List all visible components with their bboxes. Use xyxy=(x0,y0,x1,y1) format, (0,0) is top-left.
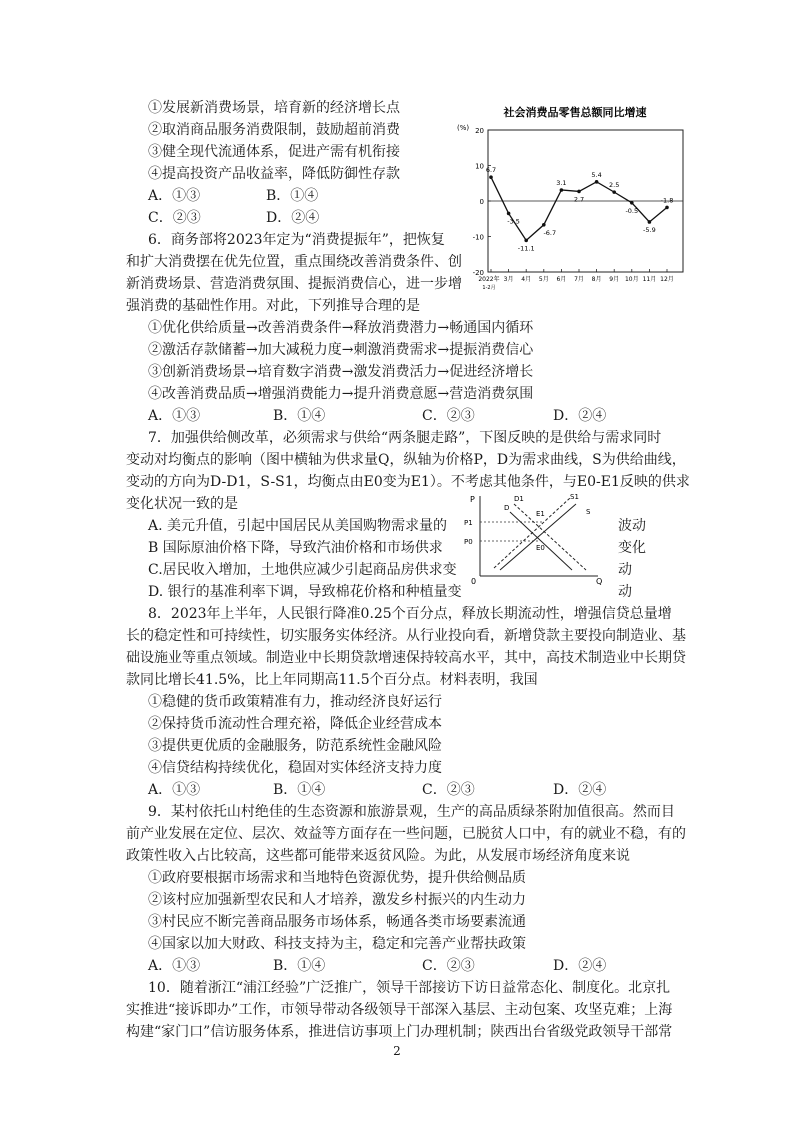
q9-option-d: D．②④ xyxy=(553,958,607,974)
sd-demand-curve-d1 xyxy=(514,504,586,570)
chart-ytick-label: -10 xyxy=(472,233,484,242)
chart-data-label: -3.5 xyxy=(507,217,520,226)
q6-stem-line-3: 新消费场景、营造消费氛围、提振消费信心，进一步增 xyxy=(126,276,462,292)
chart-data-point xyxy=(595,180,599,184)
q8-item-2: ②保持货币流动性合理充裕，降低企业经营成本 xyxy=(148,716,442,732)
q9-item-4: ④国家以加大财政、科技支持为主，稳定和完善产业帮扶政策 xyxy=(148,936,526,952)
chart-data-label: 6.7 xyxy=(485,166,497,175)
chart-data-point xyxy=(665,206,669,210)
chart-xtick-label: 3月 xyxy=(503,276,514,283)
q8-option-c: C．②③ xyxy=(422,782,475,798)
retail-sales-growth-chart xyxy=(455,100,695,300)
q7-stem-line-4: 变化状况一致的是 xyxy=(126,496,238,512)
q7-option-c: C.居民收入增加，土地供应减少引起商品房供求变 xyxy=(148,562,457,578)
chart-ytick-label: 10 xyxy=(475,162,484,171)
chart-xtick-label: 8月 xyxy=(591,276,602,283)
sd-label-p1: P1 xyxy=(464,519,473,527)
q7-option-b: B 国际原油价格下降，导致汽油价格和市场供求 xyxy=(148,540,443,556)
q9-option-a: A．①③ xyxy=(148,958,201,974)
chart-xtick-label: 7月 xyxy=(574,276,584,283)
q8-stem-line-2: 长的稳定性和可持续性，切实服务实体经济。从行业投向看，新增贷款主要投向制造业、基 xyxy=(126,628,686,644)
chart-data-point xyxy=(577,190,581,194)
q6-stem-line-4: 强消费的基础性作用。对此，下列推导合理的是 xyxy=(126,298,420,314)
q8-item-3: ③提供更优质的金融服务，防范系统性金融风险 xyxy=(148,738,442,754)
q8-option-b: B．①④ xyxy=(273,782,326,798)
q6-item-2: ②激活存款储蓄→加大减税力度→刺激消费需求→提振消费信心 xyxy=(148,342,534,358)
q5-item-1: ①发展新消费场景，培育新的经济增长点 xyxy=(148,100,400,116)
chart-data-point xyxy=(542,223,546,227)
chart-ytick-label: -20 xyxy=(472,269,484,277)
chart-data-point xyxy=(507,212,511,216)
q5-item-2: ②取消商品服务消费限制，鼓励超前消费 xyxy=(148,122,400,138)
chart-data-label: 2.5 xyxy=(609,181,620,190)
supply-demand-diagram xyxy=(460,490,610,590)
sd-label-e1: E1 xyxy=(536,510,545,518)
chart-data-point xyxy=(612,190,616,194)
q6-option-b: B．①④ xyxy=(273,408,326,424)
chart-data-point xyxy=(648,220,652,224)
chart-title: 社会消费品零售总额同比增速 xyxy=(503,106,647,119)
q8-option-d: D．②④ xyxy=(553,782,607,798)
sd-origin-label: 0 xyxy=(471,577,477,586)
sd-label-s: S xyxy=(586,508,591,516)
q5-item-3: ③健全现代流通体系，促进产需有机衔接 xyxy=(148,144,400,160)
sd-axis-label-p: P xyxy=(470,495,475,504)
chart-series-line xyxy=(491,177,667,240)
chart-data-label: 2.7 xyxy=(573,195,585,204)
q9-stem-line-2: 前产业发展在定位、层次、效益等方面存在一些问题，已脱贫人口中，有的就业不稳，有的 xyxy=(126,826,686,842)
sd-label-s1: S1 xyxy=(570,493,579,501)
q6-option-a: A．①③ xyxy=(148,408,201,424)
q5-item-4: ④提高投资产品收益率，降低防御性存款 xyxy=(148,166,400,182)
chart-ylabel: (%) xyxy=(457,124,470,132)
q7-option-b-end: 变化 xyxy=(618,540,646,556)
q6-option-c: C．②③ xyxy=(422,408,475,424)
chart-ytick-label: 20 xyxy=(475,127,484,135)
chart-xtick-label: 5月 xyxy=(538,276,549,283)
chart-xtick-label: 6月 xyxy=(556,276,567,283)
q7-stem-line-1: 7．加强供给侧改革，必须需求与供给“两条腿走路”，下图反映的是供给与需求同时 xyxy=(148,430,662,446)
q6-stem-line-1: 6．商务部将2023年定为“消费提振年”，把恢复 xyxy=(148,232,445,248)
chart-xtick-label: 12月 xyxy=(660,276,674,283)
q6-item-3: ③创新消费场景→培育数字消费→激发消费活力→促进经济增长 xyxy=(148,364,534,380)
sd-label-d1: D1 xyxy=(514,495,524,503)
chart-data-point xyxy=(560,188,564,192)
q10-stem-line-3: 构建“家门口”信访服务体系，推进信访事项上门办理机制；陕西出台省级党政领导干部常 xyxy=(126,1024,673,1040)
chart-xtick-label: 10月 xyxy=(624,276,639,283)
q7-option-a: A. 美元升值，引起中国居民从美国购物需求量的 xyxy=(148,518,448,534)
q6-stem-line-2: 和扩大消费摆在优先位置，重点围绕改善消费条件、创 xyxy=(126,254,462,270)
chart-data-label: 5.4 xyxy=(591,170,602,179)
sd-label-d: D xyxy=(504,504,510,512)
chart-data-label: -6.7 xyxy=(543,228,557,237)
q6-item-1: ①优化供给质量→改善消费条件→释放消费潜力→畅通国内循环 xyxy=(148,320,534,336)
q6-item-4: ④改善消费品质→增强消费能力→提升消费意愿→营造消费氛围 xyxy=(148,386,534,402)
q9-item-1: ①政府要根据市场需求和当地特色资源优势，提升供给侧品质 xyxy=(148,870,526,886)
q9-stem-line-1: 9．某村依托山村绝佳的生态资源和旅游景观，生产的高品质绿茶附加值很高。然而目 xyxy=(148,804,675,820)
q7-option-a-end: 波动 xyxy=(618,518,646,534)
chart-data-label: -0.5 xyxy=(625,206,639,215)
q5-option-b: B．①④ xyxy=(266,188,319,204)
chart-xtick-label: 2022年 xyxy=(478,276,500,283)
q9-option-c: C．②③ xyxy=(422,958,475,974)
chart-data-label: -11.1 xyxy=(517,244,535,253)
q8-item-4: ④信贷结构持续优化，稳固对实体经济支持力度 xyxy=(148,760,442,776)
chart-data-label: -5.9 xyxy=(643,225,656,234)
chart-data-point xyxy=(630,201,634,205)
chart-xtick-label: 4月 xyxy=(521,276,532,283)
q8-item-1: ①稳健的货币政策精准有力，推动经济良好运行 xyxy=(148,694,442,710)
q9-item-3: ③村民应不断完善商品服务市场体系，畅通各类市场要素流通 xyxy=(148,914,526,930)
q7-option-d: D. 银行的基准利率下调，导致棉花价格和种植量变 xyxy=(148,584,462,600)
q8-stem-line-1: 8．2023年上半年，人民银行降准0.25个百分点，释放长期流动性，增强信贷总量增 xyxy=(148,606,672,622)
chart-data-label: -1.8 xyxy=(660,196,674,205)
q7-stem-line-2: 变动对均衡点的影响（图中横轴为供求量Q，纵轴为价格P，D为需求曲线，S为供给曲线， xyxy=(126,452,686,468)
chart-xtick-label: 9月 xyxy=(609,276,620,283)
q8-stem-line-4: 款同比增长41.5%，比上年同期高11.5个百分点。材料表明，我国 xyxy=(126,672,538,688)
sd-label-p0: P0 xyxy=(464,538,473,546)
q8-option-a: A．①③ xyxy=(148,782,201,798)
q10-stem-line-1: 10．随着浙江“浦江经验”广泛推广，领导干部接访下访日益常态化、制度化。北京扎 xyxy=(148,980,671,996)
q6-option-d: D．②④ xyxy=(553,408,607,424)
sd-demand-curve-d xyxy=(510,512,572,570)
page-number: 2 xyxy=(393,1044,401,1058)
chart-xtick-label: 11月 xyxy=(642,276,657,283)
chart-data-label: 3.1 xyxy=(556,178,567,187)
chart-data-point xyxy=(489,175,493,179)
chart-ytick-label: 0 xyxy=(479,198,484,206)
chart-xtick-sublabel: 1-2月 xyxy=(482,285,496,291)
chart-data-point xyxy=(524,239,528,243)
q5-option-a: A．①③ xyxy=(148,188,201,204)
q7-option-c-end: 动 xyxy=(618,562,632,578)
q7-stem-line-3: 变动的方向为D-D1，S-S1，均衡点由E0变为E1）。不考虑其他条件，与E0-E1反映的供求 xyxy=(126,474,690,490)
q9-item-2: ②该村应加强新型农民和人才培养，激发乡村振兴的内生动力 xyxy=(148,892,526,908)
q9-option-b: B．①④ xyxy=(273,958,326,974)
q8-stem-line-3: 础设施业等重点领域。制造业中长期贷款增速保持较高水平，其中，高技术制造业中长期贷 xyxy=(126,650,686,666)
sd-axis-label-q: Q xyxy=(596,577,603,586)
sd-label-e0: E0 xyxy=(536,544,545,552)
q5-option-c: C．②③ xyxy=(148,210,201,226)
q7-option-d-end: 动 xyxy=(618,584,632,600)
q5-option-d: D．②④ xyxy=(266,210,320,226)
q9-stem-line-3: 政策性收入占比较高，这些都可能带来返贫风险。为此，从发展市场经济角度来说 xyxy=(126,848,630,864)
q10-stem-line-2: 实推进“接诉即办”工作，市领导带动各级领导干部深入基层、主动包案、攻坚克难；上海 xyxy=(126,1002,673,1018)
